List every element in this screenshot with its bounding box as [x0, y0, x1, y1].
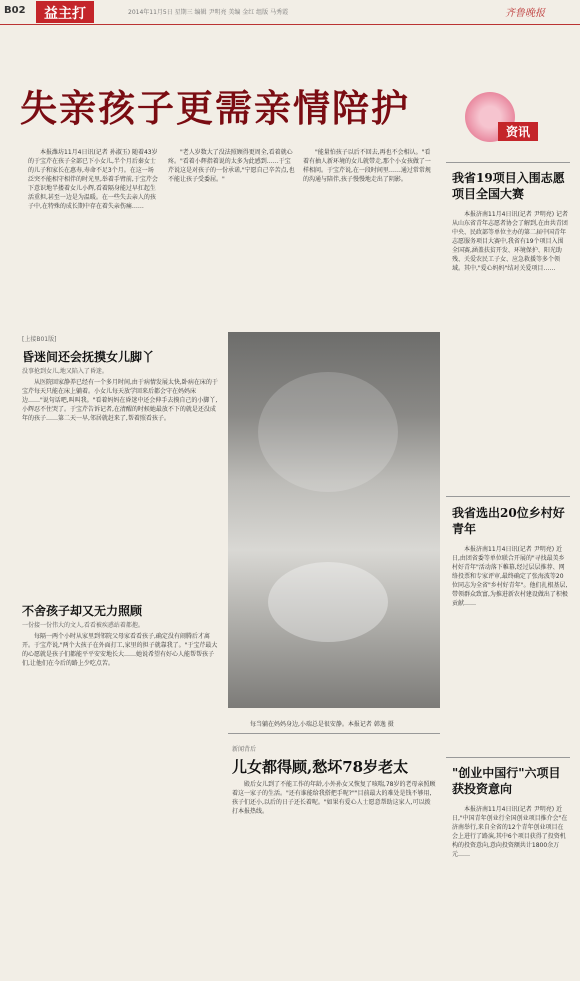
- news-1-text: 本报济南11月4日讯(记者 尹明亮) 记者从山东省青年志愿者协会了解到,在由共青团中央、民政部等单位主办的第二届中国青年志愿服务项目大赛中,我省有19个项目入围全国赛,涵盖扶贫开发、环境保护、阳光助残、关爱农民工子女、应急救援等多个领域。其中,"爱心妈妈"结对关爱项目……: [452, 211, 568, 272]
- news-1-body: [452, 210, 568, 460]
- mother-child-photo: [228, 332, 440, 708]
- main-headline: 失亲孩子更需亲情陪护: [20, 86, 410, 130]
- divider: [446, 496, 570, 497]
- sidebar-headline: 儿女都得顾,愁坏78岁老太: [232, 758, 409, 776]
- news-2-title: 我省选出20位乡村好青年: [452, 506, 565, 536]
- news-1-title: 我省19项目入围志愿项目全国大赛: [452, 171, 565, 201]
- lede-paragraph-1: 本报潍坊11月4日讯(记者 孙淑玉) 随着43岁的于宝芹在孩子全部已下小女儿,半个月后秦女士的儿子和家长在惠寿,寿命不足3个月。在这一场泛突不能相守相伴的时光里,举着手臂前,于宝芹会下意识地半搂着女儿小辉,看着隔身能过早扛起生活重担,甚至一边是为温暖。在一些失去亲人的孩子中,在特殊的成长期中存在着失亲伤痛……: [28, 149, 158, 210]
- page-number: B02: [4, 5, 26, 16]
- lede-column-1: [28, 148, 158, 328]
- continued-kicker: [上接B01版]: [22, 336, 57, 343]
- newspaper-logo: 齐鲁晚报: [505, 8, 545, 19]
- subsection-1-body: [22, 378, 218, 586]
- news-2-body: [452, 545, 568, 745]
- lede-paragraph-3: "能量怕孩子以后不回去,再也不会相认。"看着有抽人新环境的女儿就带走,那个小女孩做了一样相问。于宝芹说,在一段时间里……通过常常规的沟通与陪伴,孩子慢慢地走出了阴影。: [303, 149, 431, 183]
- lede-paragraph-2: "老人岁数大了没法照顾得更周全,看着就心疼。"看着小辉指着说的太多为此感到……于宝芹说这是对孩子的一份承诺,"宁愿自己辛苦点,也不能让孩子受委屈。": [168, 149, 295, 183]
- subhead-2-tag: 一份接一份伟大的文人,看看被疾惑站着都抱。: [22, 622, 144, 629]
- photo-caption: 每当躺在妈妈身边,小瑞总是很安静。本报记者 韩逸 摄: [250, 721, 394, 728]
- divider: [446, 162, 570, 163]
- subhead-2: 不舍孩子却又无力照顾: [22, 604, 143, 618]
- news-badge: 资讯: [498, 122, 538, 141]
- news-3-text: 本报济南11月4日讯(记者 尹明亮) 近日,"中国青年创业行全国创业项目推介会"在济南举行,来自全省的12个青年创业项目在会上进行了路演,其中6个项目获得了投资机构的投资意向,意向投资额共计1800余万元……: [452, 806, 568, 858]
- dateline: 2014年11月5日 星期三 编辑 尹明亮 美编 金红 组版 马秀霞: [128, 9, 289, 16]
- news-3-title: "创业中国行"六项目获投资意向: [452, 766, 561, 796]
- section-title: 益主打: [36, 1, 94, 23]
- sidebar-body: [232, 780, 436, 970]
- subsection-2-text: 每隔一两个小时从家里到邻院父母家看看孩子,确定没有闹腾后才离开。于宝芹说,"两个大孩子在外面打工,家里的担子就靠我了。"于宝芹最大的心愿就是孩子们都能平平安安地长大……她说希望有好心人能帮帮孩子们,让他们在今后的路上少吃点苦。: [22, 633, 218, 667]
- subsection-2-body: [22, 632, 218, 972]
- news-2-text: 本报济南11月4日讯(记者 尹明亮) 近日,由团省委等单位联合开展的"寻找最美乡村好青年"活动落下帷幕,经过层层推荐、网络投票和专家评审,最终确定了张海波等20位同志为全省"乡村好青年"。他们扎根基层,带领群众致富,为推进新农村建设做出了积极贡献……: [452, 546, 568, 607]
- subhead-1: 昏迷间还会抚摸女儿脚丫: [22, 350, 155, 364]
- sidebar-kicker: 新闻背后: [232, 746, 257, 753]
- sidebar-text: 殿后女儿到了不能工作的年龄,小外孙女又恢复了咳喘,78岁的老母亲照顾着这一家子的生活。"还有谁能给我搭把手呢?""目前最大的难处是钱不够用,孩子们还小,以后的日子还长着呢。"如果有爱心人士愿意帮助这家人,可以拨打本报热线。: [232, 781, 436, 815]
- lede-column-2: [168, 148, 296, 328]
- subhead-1-tag: 没事抢到女儿,地又陷入了昏迷。: [22, 368, 108, 375]
- news-3-body: [452, 805, 568, 970]
- photo-highlight: [258, 372, 398, 492]
- divider: [228, 733, 440, 734]
- divider: [446, 757, 570, 758]
- lede-column-3: [303, 148, 433, 328]
- subsection-1-text: 从医院回家静养已经有一个多月时间,由于病情发展太快,卧病在床的于宝芹每天只能在床上躺着。小女儿每天放学回来后都会守在妈妈床边……"说句话吧,叫叫我。"看着妈妈在昏迷中还会伸手去摸自己的小脚丫,小辉忍不住哭了。于宝芹告诉记者,在清醒的时候她最放不下的就是还没成年的孩子……第二天一早,邻居就赶来了,帮着照看孩子。: [22, 379, 218, 422]
- baby-face: [268, 562, 388, 642]
